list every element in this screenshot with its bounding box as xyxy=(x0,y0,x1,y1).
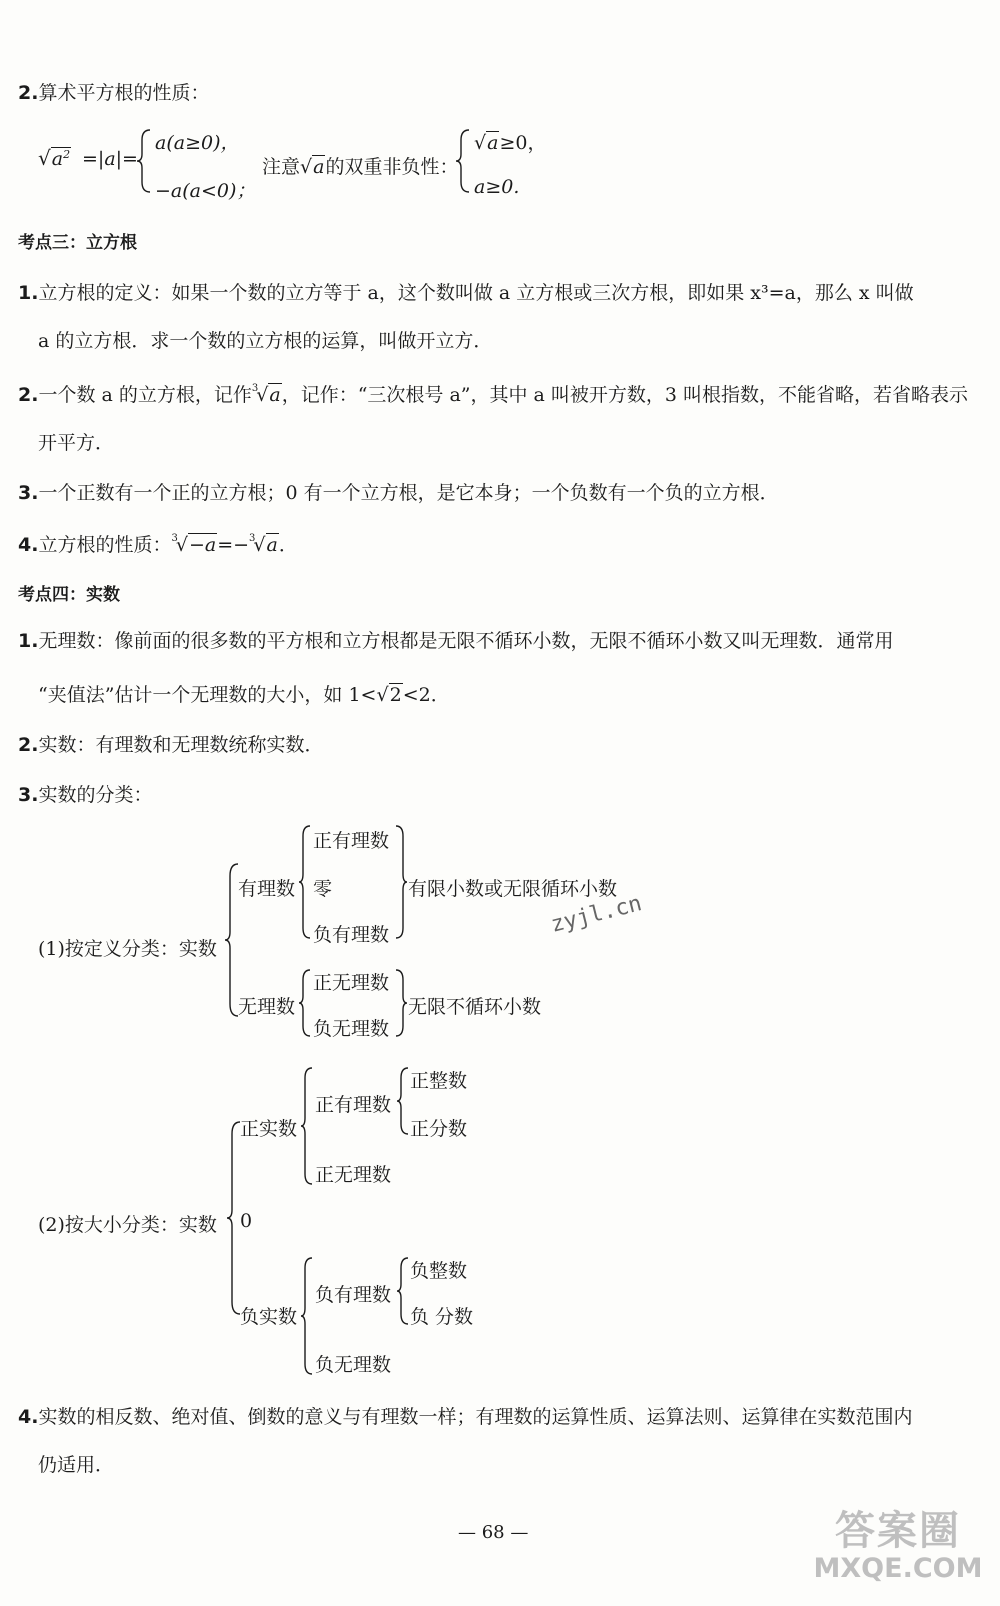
tree2-pos-frac: 正分数 xyxy=(410,1118,468,1140)
section-2-title xyxy=(18,78,209,105)
tree1-root: (1)按定义分类：实数 xyxy=(38,938,217,960)
tree1-brace-rational xyxy=(298,824,312,940)
tree2-pos-irrational: 正无理数 xyxy=(315,1164,392,1186)
tree1-neg-irrational: 负无理数 xyxy=(313,1018,390,1040)
tree2-neg-int: 负整数 xyxy=(410,1260,468,1282)
tree1-irrational-note: 无限不循环小数 xyxy=(408,996,542,1018)
tree1-irrational: 无理数 xyxy=(238,996,296,1018)
kd3-item-2-line1: 2.一个数 a 的立方根，记作$^3$√a，记作：“三次根号 a”，其中 a 叫被开方数，3 叫根指数，不能省略，若省略表示 xyxy=(18,383,969,406)
kd4-item-1-line2: “夹值法”估计一个无理数的大小，如 1<√2<2． xyxy=(38,684,450,706)
brace-cases xyxy=(136,128,152,194)
tree1-pos-rational: 正有理数 xyxy=(313,830,390,852)
nonneg-sqrt: √a≥0， xyxy=(474,132,547,154)
tree1-pos-irrational: 正无理数 xyxy=(313,972,390,994)
item-number: 2. xyxy=(18,82,39,104)
nonneg-radicand: a≥0. xyxy=(474,176,520,198)
sqrt-a-squared: $√a^2$ xyxy=(38,146,71,170)
brace-nonneg xyxy=(455,128,471,194)
tree2-neg-real: 负实数 xyxy=(240,1306,298,1328)
kd4-item-3: 3.实数的分类： xyxy=(18,784,153,806)
kd4-item-2: 2.实数：有理数和无理数统称实数． xyxy=(18,734,324,756)
tree1-rational: 有理数 xyxy=(238,878,296,900)
tree2-neg-frac: 负 分数 xyxy=(410,1306,474,1328)
watermark-site: zyjl.cn xyxy=(548,891,645,938)
page-number: — 68 — xyxy=(458,1522,529,1543)
tree2-pos-real: 正实数 xyxy=(240,1118,298,1140)
kd3-item-1-line1: 1.立方根的定义：如果一个数的立方等于 a，这个数叫做 a 立方根或三次方根，即如果 x³=a，那么 x 叫做 xyxy=(18,282,914,304)
tree2-pos-int: 正整数 xyxy=(410,1070,468,1092)
kd4-item-4-line2: 仍适用． xyxy=(38,1454,115,1476)
tree1-rational-note: 有限小数或无限循环小数 xyxy=(408,878,618,900)
tree1-brace-rational-right xyxy=(394,824,408,940)
kd3-item-4: 4.立方根的性质：$^3$√−a=−$^3$√a． xyxy=(18,533,298,556)
tree2-pos-rational: 正有理数 xyxy=(315,1094,392,1116)
tree1-brace-irrational xyxy=(298,968,312,1038)
tree2-zero: 0 xyxy=(240,1210,253,1232)
tree1-neg-rational: 负有理数 xyxy=(313,924,390,946)
logo-top-text: 答案圈 xyxy=(835,1508,961,1554)
kd3-item-3: 3.一个正数有一个正的立方根；0 有一个立方根，是它本身；一个负数有一个负的立方根． xyxy=(18,482,779,504)
tree1-zero: 零 xyxy=(313,878,333,900)
kd3-item-1-line2: a 的立方根．求一个数的立方根的运算，叫做开立方． xyxy=(38,330,493,352)
tree2-root: (2)按大小分类：实数 xyxy=(38,1214,217,1236)
case-negative: −a(a<0)； xyxy=(155,180,256,202)
site-logo xyxy=(808,1508,988,1584)
tree1-brace-irrational-right xyxy=(394,968,408,1038)
abs-equals: =|a|= xyxy=(82,148,138,170)
case-nonnegative: a(a≥0)， xyxy=(155,132,240,154)
item-text: 算术平方根的性质： xyxy=(38,82,210,104)
kd4-item-1-line1: 1.无理数：像前面的很多数的平方根和立方根都是无限不循环小数，无限不循环小数又叫无理数．通常用 xyxy=(18,630,894,652)
tree2-neg-irrational: 负无理数 xyxy=(315,1354,392,1376)
logo-bottom-text: MXQE.COM xyxy=(813,1553,983,1584)
tree2-neg-rational: 负有理数 xyxy=(315,1284,392,1306)
heading-real-numbers: 考点四：实数 xyxy=(18,585,120,605)
tree2-brace-pos-rational xyxy=(396,1066,410,1136)
tree2-brace-neg-rational xyxy=(396,1256,410,1326)
tree2-brace-pos xyxy=(300,1066,314,1186)
kd3-item-2-line2: 开平方． xyxy=(38,432,115,454)
heading-cube-root: 考点三：立方根 xyxy=(18,233,137,253)
tree2-brace-neg xyxy=(300,1256,314,1376)
kd4-item-4-line1: 4.实数的相反数、绝对值、倒数的意义与有理数一样；有理数的运算性质、运算法则、运算律在实数范围内 xyxy=(18,1406,913,1428)
double-nonneg-note: 注意√a的双重非负性： xyxy=(262,156,459,178)
